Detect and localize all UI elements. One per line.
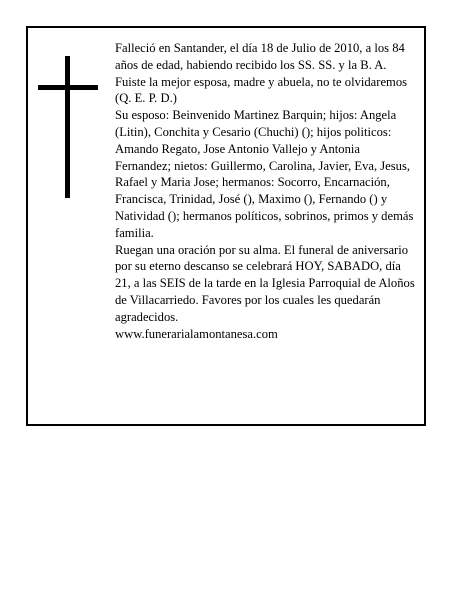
funeral-details: Ruegan una oración por su alma. El funeral de aniversario por su eterno descanso se celebrará HOY, SABADO, día 21, a las SEIS de la tarde en la Iglesia Parroquial de Aloños de Villacarriedo. Favores por los cuales les quedarán agradecidos. [115, 242, 415, 324]
funeral-home-website: www.funerarialamontanesa.com [115, 326, 278, 341]
obituary-text [115, 40, 417, 342]
obituary-notice [26, 26, 426, 426]
cross-horizontal-bar [38, 85, 98, 90]
farewell-message: Fuiste la mejor esposa, madre y abuela, no te olvidaremos [115, 74, 408, 89]
family-list: Su esposo: Beinvenido Martinez Barquin; hijos: Angela (Litin), Conchita y Cesario (Chuchi) (); hijos politicos: Amando Regato, Jose Antonio Vallejo y Antonia Fernandez; nietos: Guillermo, Carolina, Javier, Eva, Jesus, Rafael y Maria Jose; hermanos: Socorro, Encarnación, Francisca, Trinidad, José (), Maximo (), Fernando () y Natividad (); hermanos políticos, sobrinos, primos y demás familia. [115, 108, 414, 240]
cross-vertical-bar [65, 56, 70, 198]
death-announcement: Falleció en Santander, el día 18 de Julio de 2010, a los 84 años de edad, habiendo recibido los SS. SS. y la B. A. [115, 41, 405, 72]
rip-abbreviation: (Q. E. P. D.) [115, 91, 177, 106]
cross-icon [38, 56, 98, 198]
